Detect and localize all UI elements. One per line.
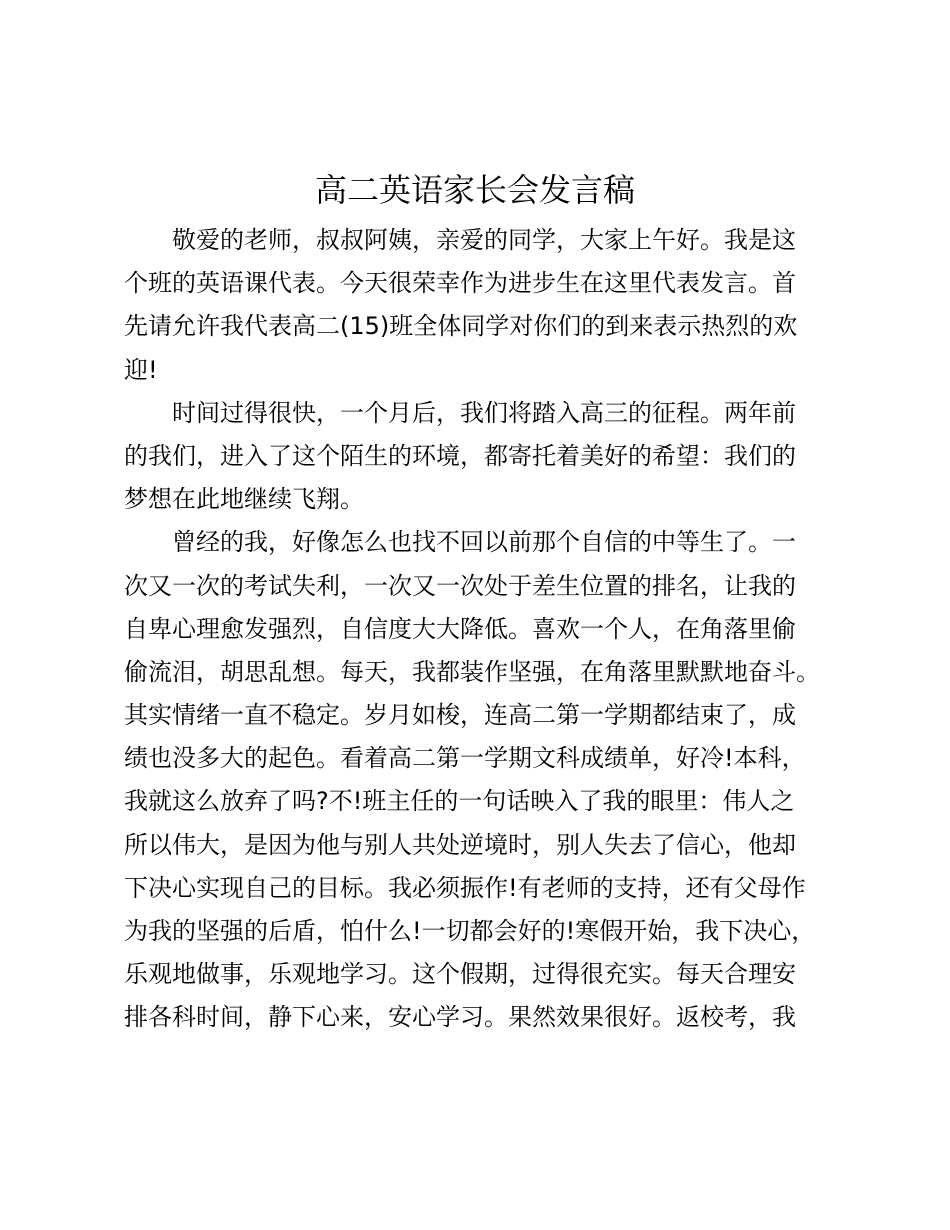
paragraph-line: 敬爱的老师，叔叔阿姨，亲爱的同学，大家上午好。我是这 [172,226,796,254]
paragraph-line: 曾经的我，好像怎么也找不回以前那个自信的中等生了。一 [172,528,796,557]
paragraph-line: 所以伟大，是因为他与别人共处逆境时，别人失去了信心，他却 [124,830,796,859]
paragraph-line: 绩也没多大的起色。看着高二第一学期文科成绩单，好冷!本科， [124,744,806,773]
paragraph-line: 偷流泪，胡思乱想。每天，我都装作坚强，在角落里默默地奋斗。 [124,657,820,686]
paragraph-line: 下决心实现自己的目标。我必须振作!有老师的支持，还有父母作 [124,873,806,902]
paragraph-line: 排各科时间，静下心来，安心学习。果然效果很好。返校考，我 [124,1003,796,1032]
paragraph-line: 乐观地做事，乐观地学习。这个假期，过得很充实。每天合理安 [124,960,796,989]
paragraph-story [124,521,844,1039]
document-title: 高二英语家长会发言稿 [314,171,635,209]
paragraph-line: 其实情绪一直不稳定。岁月如梭，连高二第一学期都结束了，成 [124,701,796,730]
paragraph-line: 的我们，进入了这个陌生的环境，都寄托着美好的希望：我们的 [124,441,796,470]
paragraph-time [124,392,844,522]
paragraph-line: 梦想在此地继续飞翔。 [124,485,364,514]
paragraph-line: 次又一次的考试失利，一次又一次处于差生位置的排名，让我的 [124,571,796,600]
paragraph-line: 迎! [124,355,158,384]
paragraph-line: 为我的坚强的后盾，怕什么!一切都会好的!寒假开始，我下决心， [124,917,816,945]
paragraph-greeting [124,219,844,392]
paragraph-line: 我就这么放弃了吗?不!班主任的一句话映入了我的眼里：伟人之 [124,787,795,816]
paragraph-line: 时间过得很快，一个月后，我们将踏入高三的征程。两年前 [172,398,796,427]
paragraph-line: 个班的英语课代表。今天很荣幸作为进步生在这里代表发言。首 [124,269,796,298]
paragraph-line: 先请允许我代表高二(15)班全体同学对你们的到来表示热烈的欢 [124,312,798,341]
paragraph-line: 自卑心理愈发强烈，自信度大大降低。喜欢一个人，在角落里偷 [124,614,796,643]
document-body [124,219,844,1040]
